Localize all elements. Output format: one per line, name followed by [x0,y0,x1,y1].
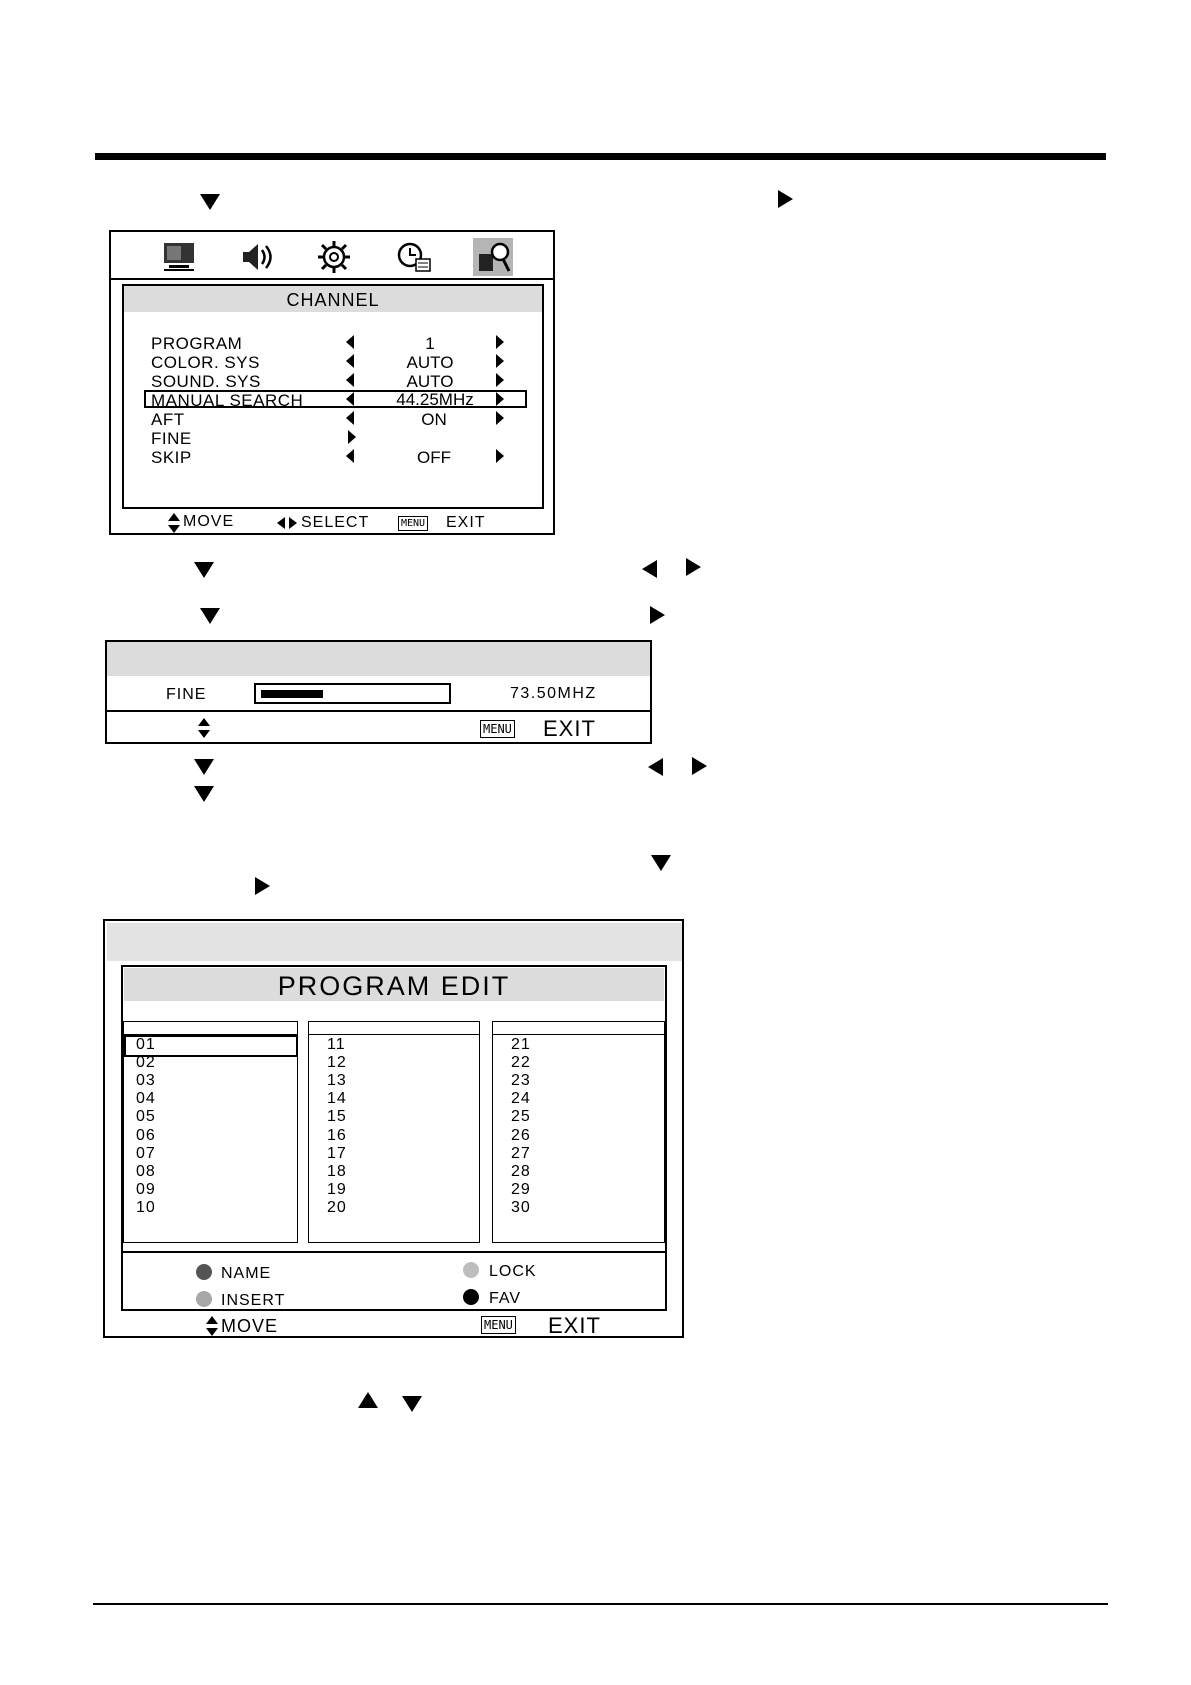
legend-lock-label: LOCK [489,1263,537,1280]
right-arrow-icon [686,558,701,576]
setup-icon[interactable] [314,238,354,276]
program-edit-header-bar [107,923,682,961]
down-arrow-icon [651,855,671,871]
program-list-item[interactable]: 25 [511,1108,531,1126]
footer-select-label: SELECT [301,514,370,531]
channel-menu [109,230,555,535]
program-list-item[interactable]: 08 [136,1162,156,1180]
down-arrow-icon [194,759,214,775]
program-list-item[interactable]: 04 [136,1090,156,1108]
channel-title: CHANNEL [124,286,542,312]
right-arrow-icon[interactable] [496,449,504,463]
header-rule [95,153,1106,160]
row-fine-label: FINE [151,429,192,448]
left-arrow-icon [648,758,663,776]
down-arrow-icon [200,608,220,624]
up-arrow-icon [358,1392,378,1408]
sound-icon[interactable] [237,238,277,276]
footer-rule [93,1603,1108,1605]
menu-icon-bar [111,232,553,280]
program-list-item[interactable]: 21 [511,1036,531,1053]
fav-color-dot-icon [463,1289,479,1305]
right-arrow-icon [778,190,793,208]
legend-name-label: NAME [221,1265,272,1282]
up-down-arrow-icon [198,718,210,738]
footer-exit-label[interactable]: EXIT [446,514,486,531]
program-list-item[interactable]: 03 [136,1072,156,1090]
left-arrow-icon[interactable] [346,373,354,387]
footer-move-label: MOVE [221,1316,279,1336]
menu-key-icon: MENU [480,720,515,738]
program-list-item[interactable]: 01 [136,1036,156,1053]
name-color-dot-icon [196,1264,212,1280]
program-list-item[interactable]: 07 [136,1144,156,1162]
row-aft-label: AFT [151,410,185,429]
program-list-item[interactable]: 02 [136,1054,156,1072]
left-arrow-icon[interactable] [346,449,354,463]
up-down-arrow-icon [168,513,180,533]
right-arrow-icon [255,877,270,895]
program-list-item[interactable]: 19 [327,1180,347,1198]
row-aft-value: ON [421,410,447,429]
program-list-item[interactable]: 17 [327,1144,347,1162]
right-arrow-icon [692,757,707,775]
row-program-value: 1 [425,334,435,353]
program-list-item[interactable]: 15 [327,1108,347,1126]
row-skip-label: SKIP [151,448,192,467]
right-arrow-icon[interactable] [496,335,504,349]
row-program-label: PROGRAM [151,334,243,353]
program-list-item[interactable]: 11 [327,1036,346,1053]
program-list-item[interactable]: 06 [136,1126,156,1144]
picture-icon[interactable] [159,238,199,276]
legend-divider [123,1251,665,1253]
footer-move-label: MOVE [183,513,235,530]
program-column-3 [492,1021,665,1243]
program-list-item[interactable]: 27 [511,1144,531,1162]
program-list-item[interactable]: 12 [327,1054,347,1072]
row-manual-search-value: 44.25MHz [396,390,474,409]
right-arrow-icon [650,606,665,624]
row-color-sys-value: AUTO [406,353,454,372]
row-skip-value: OFF [417,448,451,467]
row-color-sys-label: COLOR. SYS [151,353,260,372]
program-list-item[interactable]: 24 [511,1090,531,1108]
right-arrow-icon[interactable] [496,411,504,425]
up-down-arrow-icon [206,1316,218,1336]
program-list-item[interactable]: 20 [327,1198,347,1216]
right-arrow-icon[interactable] [348,430,356,444]
fine-label: FINE [166,686,207,703]
program-list-item[interactable]: 30 [511,1198,531,1216]
program-list-item[interactable]: 13 [327,1072,347,1090]
right-arrow-icon[interactable] [496,373,504,387]
row-sound-sys-value: AUTO [406,372,454,391]
fine-frequency-value: 73.50MHZ [510,685,597,702]
down-arrow-icon [194,562,214,578]
fine-tune-bar-fill [261,690,323,698]
program-list-item[interactable]: 14 [327,1090,347,1108]
fine-menu-header [107,642,650,676]
program-list-item[interactable]: 23 [511,1072,531,1090]
insert-color-dot-icon [196,1291,212,1307]
fine-tune-menu [105,640,652,744]
left-arrow-icon[interactable] [346,411,354,425]
program-list-item[interactable]: 05 [136,1108,156,1126]
lock-color-dot-icon [463,1262,479,1278]
program-edit-panel [121,965,667,1311]
menu-key-icon: MENU [481,1316,516,1334]
program-column-2 [308,1021,480,1243]
channel-search-icon[interactable] [473,238,513,276]
program-list-item[interactable]: 29 [511,1180,531,1198]
left-arrow-icon [642,560,657,578]
menu-key-icon: MENU [398,516,428,531]
left-arrow-icon[interactable] [346,354,354,368]
program-list-item[interactable]: 28 [511,1162,531,1180]
right-arrow-icon[interactable] [496,354,504,368]
down-arrow-icon [194,786,214,802]
left-arrow-icon[interactable] [346,335,354,349]
program-list-item[interactable]: 26 [511,1126,531,1144]
program-list-item[interactable]: 09 [136,1180,156,1198]
channel-panel [122,284,544,509]
legend-fav-label: FAV [489,1290,522,1307]
program-edit-title: PROGRAM EDIT [124,968,664,1001]
down-arrow-icon [402,1396,422,1412]
footer-exit-label[interactable]: EXIT [548,1313,601,1338]
row-manual-search-label: MANUAL SEARCH [151,391,304,410]
fine-exit-label[interactable]: EXIT [543,716,596,741]
legend-insert-label: INSERT [221,1292,286,1309]
program-list-item[interactable]: 18 [327,1162,347,1180]
down-arrow-icon [200,194,220,210]
left-right-arrow-icon [277,517,297,529]
row-sound-sys-label: SOUND. SYS [151,372,261,391]
program-column-1 [123,1021,298,1243]
time-icon[interactable] [394,238,434,276]
icon-bar-divider [111,278,553,280]
fine-menu-divider [107,710,650,712]
program-list-item[interactable]: 10 [136,1198,156,1216]
fine-tune-bar[interactable] [254,683,451,704]
selected-row-highlight [144,390,527,408]
program-edit-menu [103,919,684,1338]
program-list-item[interactable]: 22 [511,1054,531,1072]
program-list-item[interactable]: 16 [327,1126,347,1144]
